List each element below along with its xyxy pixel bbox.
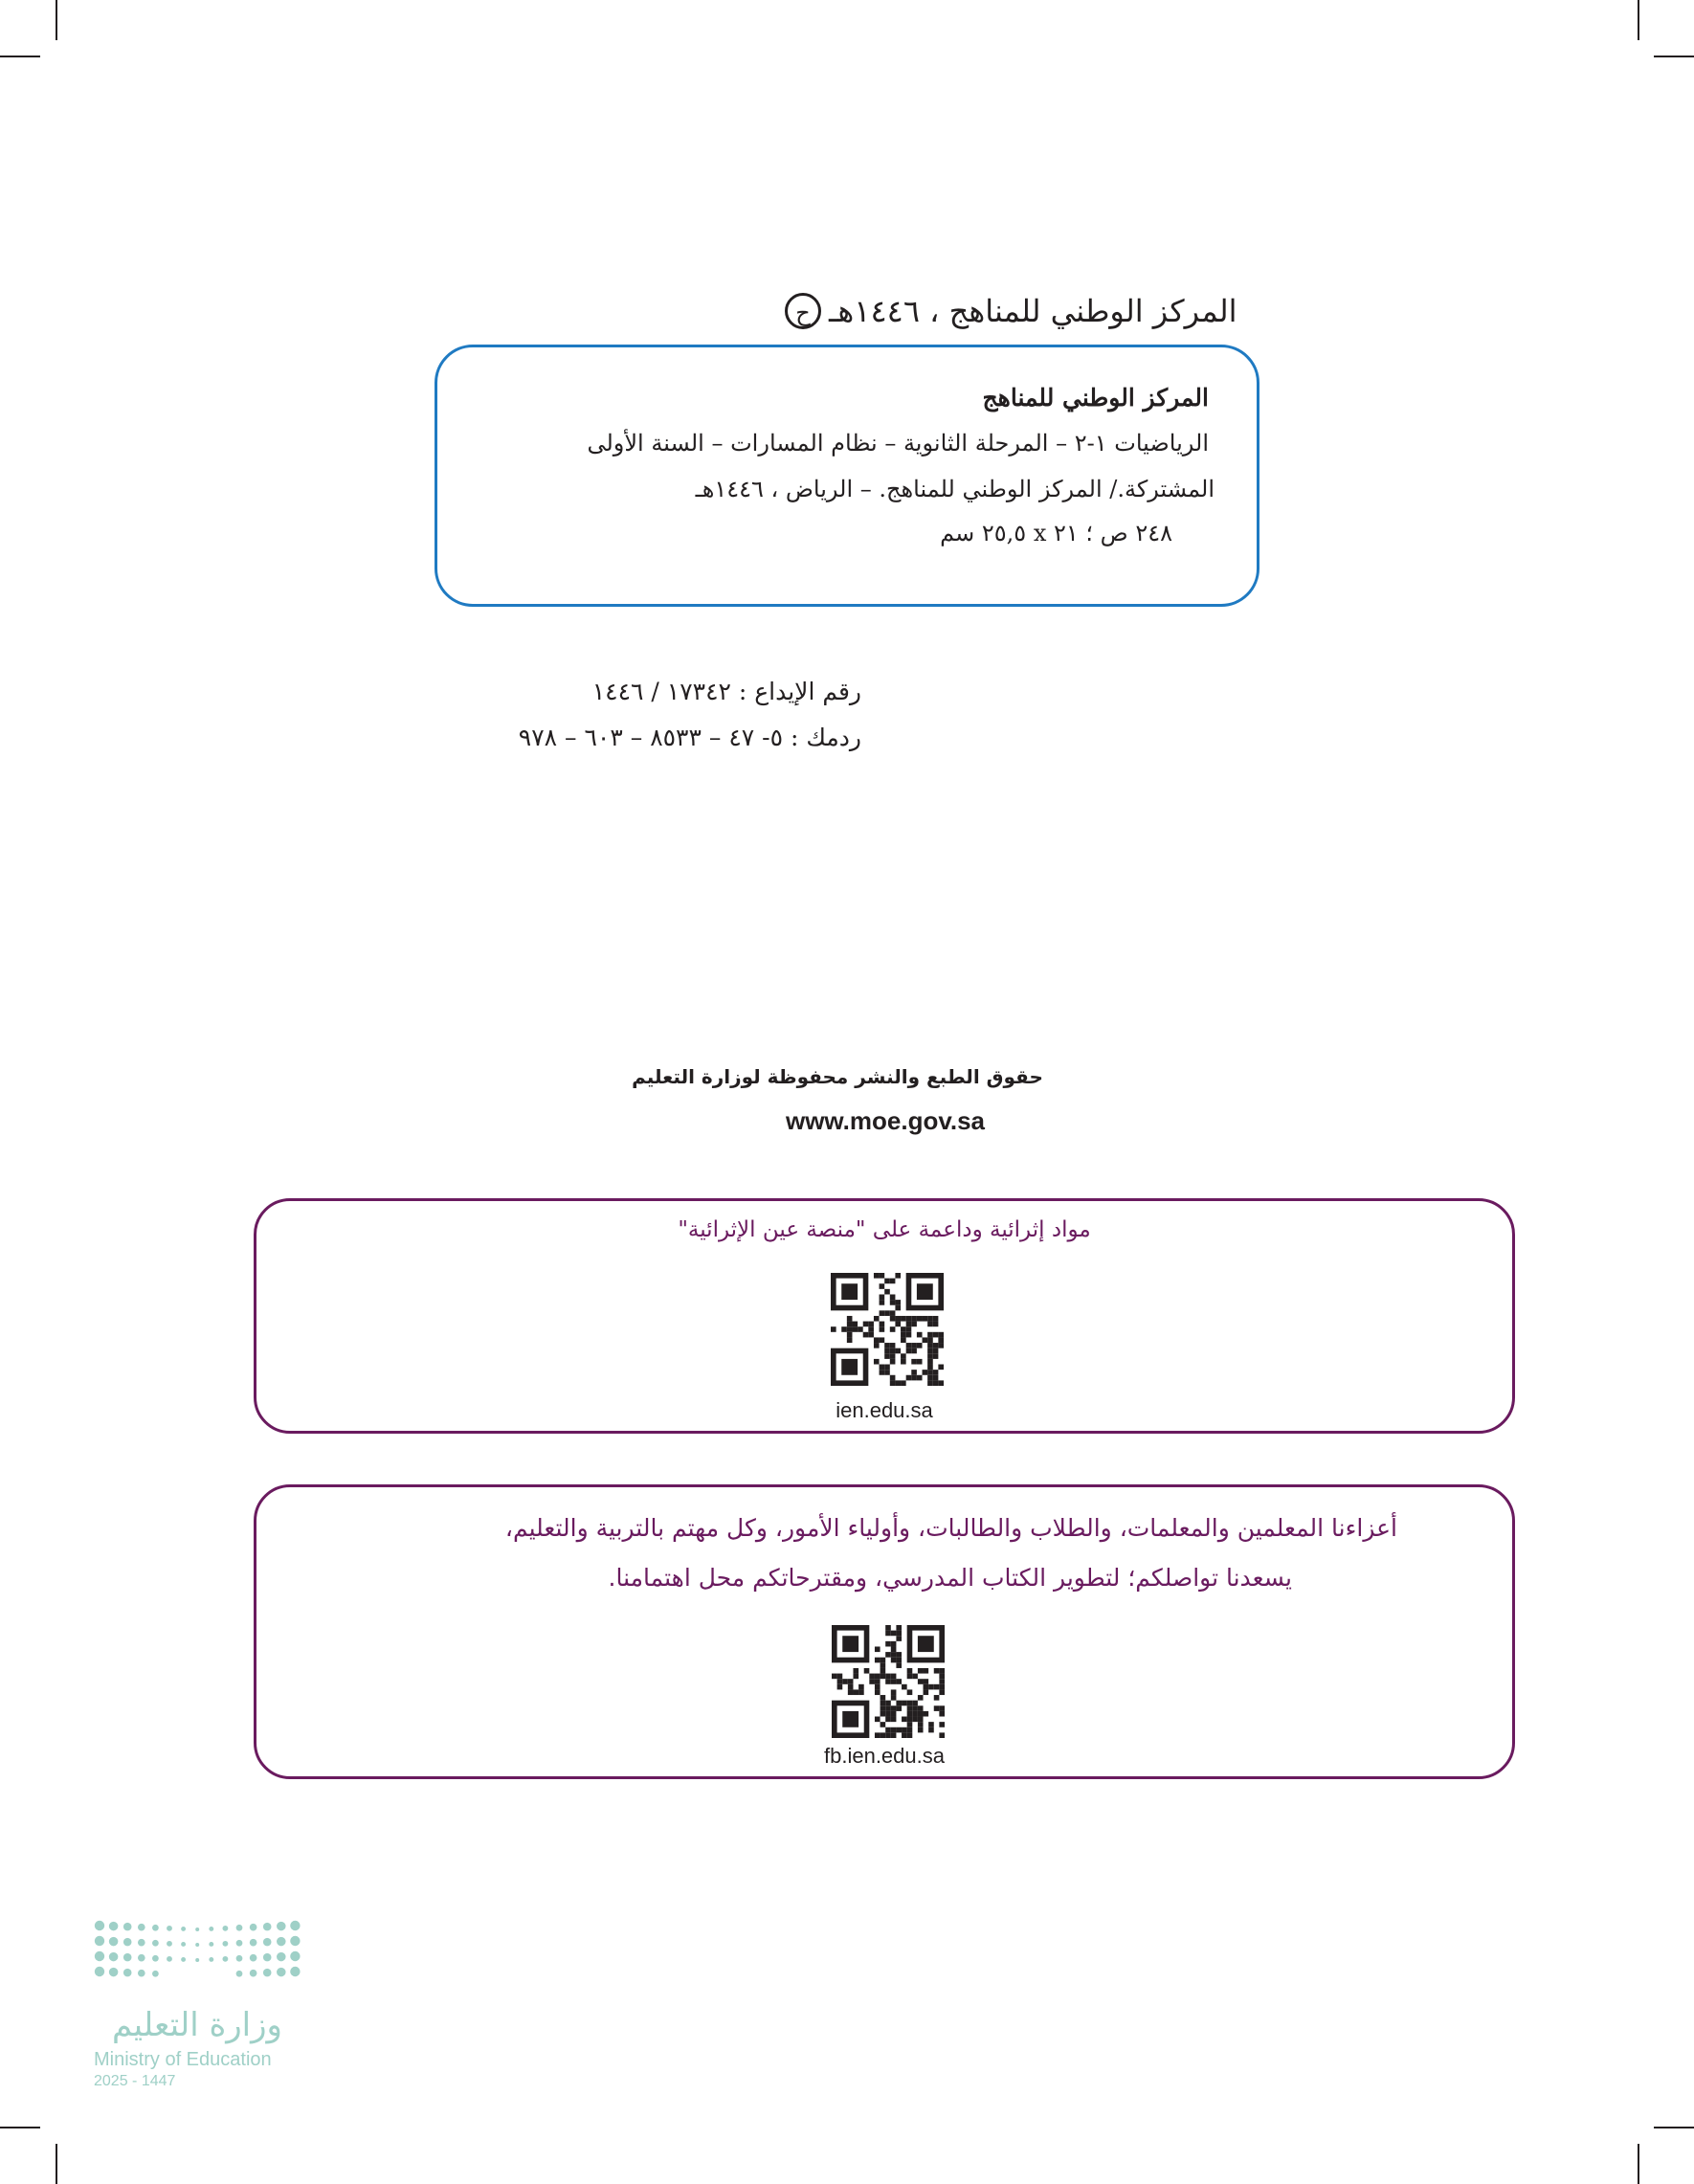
ministry-name-en: Ministry of Education (94, 2049, 272, 2070)
crop-mark (1654, 2127, 1694, 2128)
feedback-line-1: أعزاءنا المعلمين والمعلمات، والطلاب والطالبات، وأولياء الأمور، وكل مهتم بالتربية والتعليم، (504, 1514, 1397, 1542)
ministry-logo (94, 1918, 304, 2109)
cataloging-line-3: ٢٤٨ ص ؛ ٢١ x ٢٥,٥ سم (940, 520, 1172, 546)
copyright-text: المركز الوطني للمناهج ، ١٤٤٦هـ (829, 293, 1237, 329)
crop-mark (1638, 0, 1639, 40)
crop-mark (56, 2144, 57, 2184)
rights-statement: حقوق الطبع والنشر محفوظة لوزارة التعليم (632, 1065, 1043, 1088)
crop-mark (0, 2127, 40, 2128)
crop-mark (1638, 2144, 1639, 2184)
qr-code-icon[interactable] (832, 1625, 945, 1738)
enrichment-url[interactable]: ien.edu.sa (836, 1398, 933, 1422)
isbn-number: ردمك : ٥- ٤٧ – ٨٥٣٣ – ٦٠٣ – ٩٧٨ (518, 724, 861, 751)
copyright-symbol: ح (785, 293, 821, 329)
ministry-name-ar: وزارة التعليم (112, 2006, 282, 2044)
crop-mark (56, 0, 57, 40)
deposit-number: رقم الإيداع : ١٧٣٤٢ / ١٤٤٦ (591, 678, 861, 705)
cataloging-title: المركز الوطني للمناهج (982, 384, 1209, 412)
ministry-website[interactable]: www.moe.gov.sa (785, 1106, 986, 1135)
cataloging-line-2: المشتركة./ المركز الوطني للمناهج. – الرياض ، ١٤٤٦هـ (695, 476, 1215, 502)
enrichment-box (254, 1198, 1515, 1434)
qr-code-icon[interactable] (831, 1273, 944, 1386)
ministry-year: 2025 - 1447 (94, 2073, 176, 2089)
feedback-line-2: يسعدنا تواصلكم؛ لتطوير الكتاب المدرسي، ومقترحاتكم محل اهتمامنا. (608, 1564, 1292, 1592)
feedback-box (254, 1484, 1515, 1779)
cataloging-line-1: الرياضيات ١-٢ – المرحلة الثانوية – نظام المسارات – السنة الأولى (587, 430, 1209, 457)
crop-mark (0, 56, 40, 57)
cataloging-box (435, 345, 1259, 607)
feedback-url[interactable]: fb.ien.edu.sa (824, 1744, 945, 1768)
copyright-line (785, 287, 1244, 335)
crop-mark (1654, 56, 1694, 57)
enrichment-text: مواد إثرائية وداعمة على "منصة عين الإثرائية" (678, 1217, 1091, 1242)
logo-dots-icon (94, 1918, 301, 1985)
